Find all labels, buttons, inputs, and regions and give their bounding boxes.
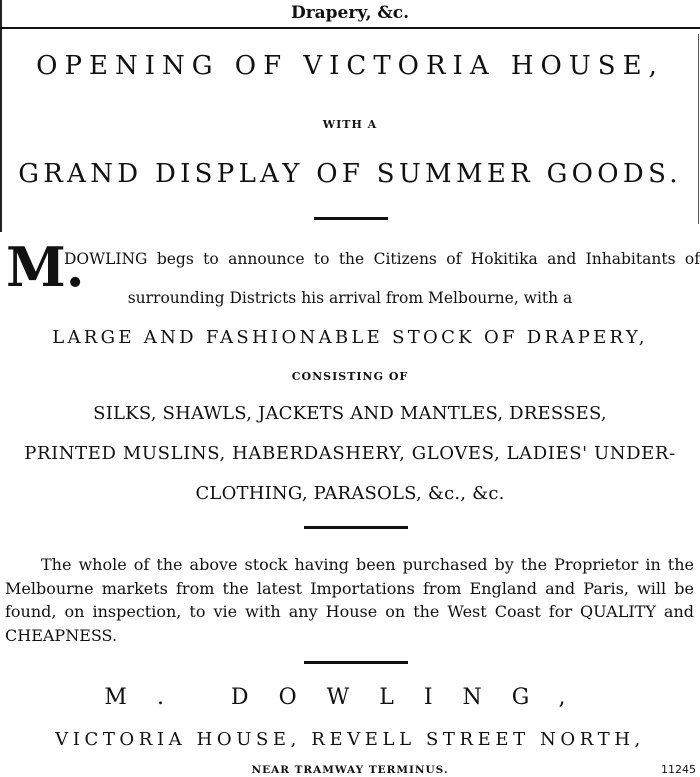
goods-line-3: CLOTHING, PARASOLS, &c., &c. (195, 483, 505, 504)
signature-name: M. DOWLING, (104, 685, 596, 710)
intro-line-2: surrounding Districts his arrival from Melbourne, with a (127, 289, 573, 307)
divider-rule-2 (304, 526, 408, 529)
headline-line-3: GRAND DISPLAY OF SUMMER GOODS. (18, 159, 682, 189)
divider-rule-1 (314, 217, 388, 220)
signature-note: NEAR TRAMWAY TERMINUS. (251, 764, 449, 776)
left-column-rule (0, 0, 2, 232)
body-paragraph: The whole of the above stock having been purchased by the Proprietor in the Melbourne markets from the latest Importations from England and Paris, will be found, on inspection, to vie with any House on the West Coast for QUALITY and CHEAPNESS. (5, 555, 694, 645)
reference-number: 11245 (661, 763, 696, 776)
heading-rule (0, 27, 700, 29)
intro-line-3: LARGE AND FASHIONABLE STOCK OF DRAPERY, (52, 327, 648, 348)
goods-line-1: SILKS, SHAWLS, JACKETS AND MANTLES, DRESSES, (93, 403, 607, 424)
intro-line-1: DOWLING begs to announce to the Citizens of Hokitika and Inhabitants of (64, 250, 700, 268)
consisting-of-label: CONSISTING OF (291, 370, 409, 383)
goods-line-2: PRINTED MUSLINS, HABERDASHERY, GLOVES, LADIES' UNDER- (24, 443, 676, 464)
divider-rule-3 (304, 661, 408, 664)
section-heading: Drapery, &c. (290, 3, 410, 23)
headline-line-2: WITH A (322, 118, 378, 131)
drop-cap: M. (6, 235, 85, 299)
signature-address: VICTORIA HOUSE, REVELL STREET NORTH, (55, 729, 645, 750)
body-paragraph-block (5, 553, 694, 647)
headline-line-1: OPENING OF VICTORIA HOUSE, (36, 51, 664, 81)
